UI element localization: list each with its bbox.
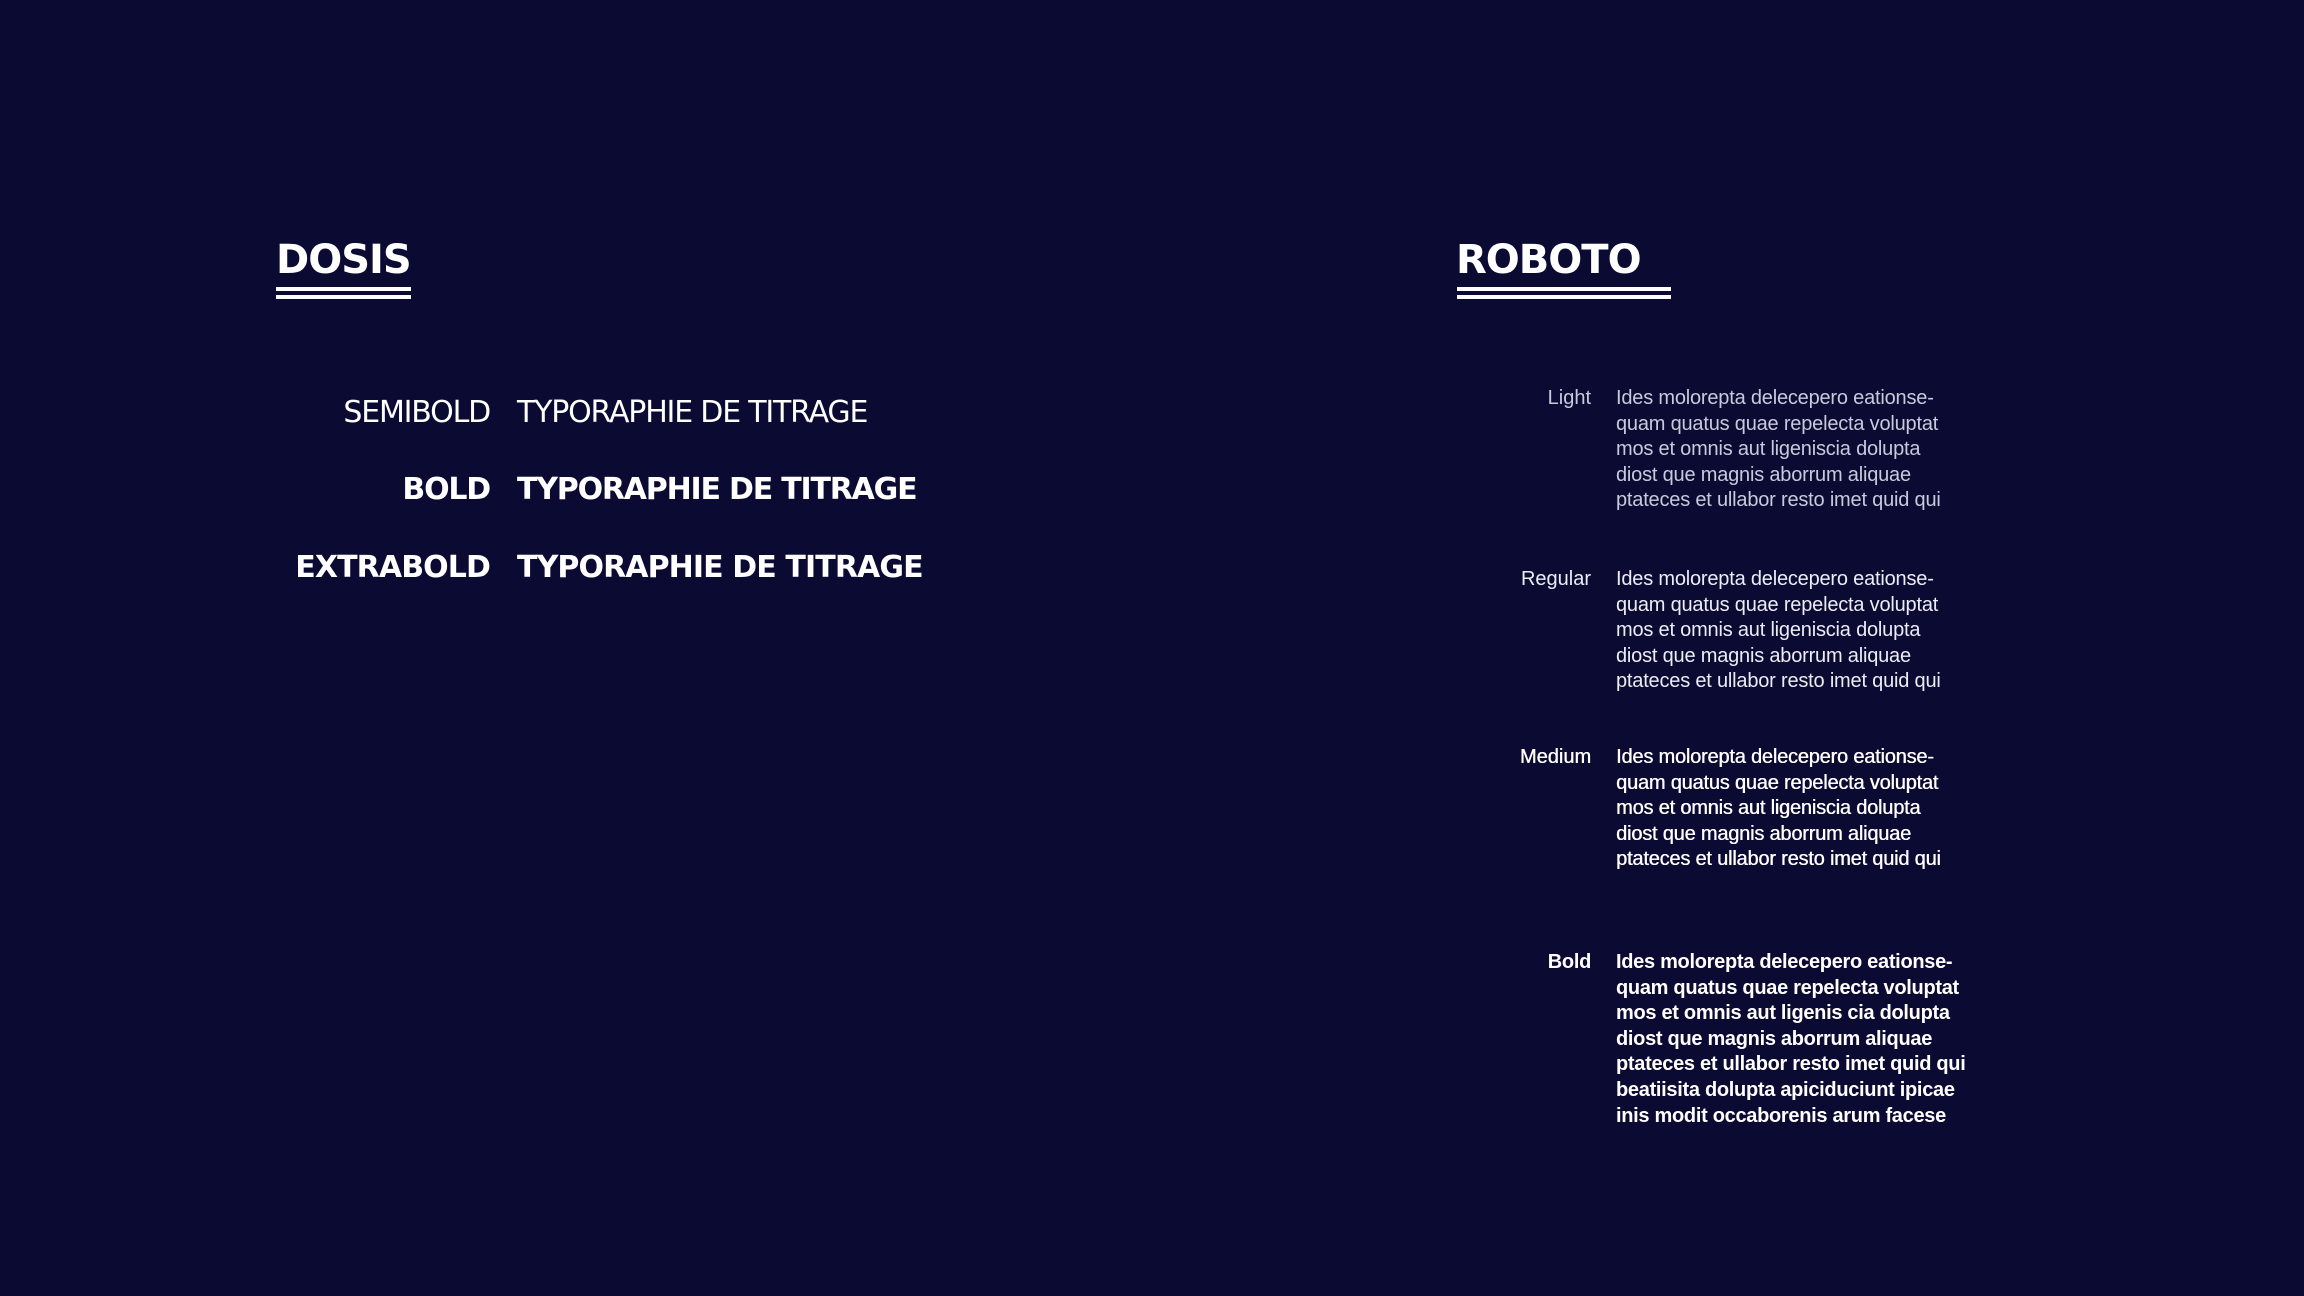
dosis-sample-text: TYPORAPHIE DE TITRAGE — [517, 550, 923, 585]
paragraph-line: quam quatus quae repelecta voluptat — [1616, 593, 1939, 616]
paragraph-line: mos et omnis aut ligeniscia dolupta — [1616, 797, 1921, 820]
roboto-weight-label: Bold — [1547, 951, 1591, 973]
roboto-title: ROBOTO — [1456, 237, 1641, 283]
dosis-weight-row-extrabold — [0, 543, 1000, 593]
paragraph-line: diost que magnis aborrum aliquae — [1616, 822, 1911, 845]
paragraph-line: quam quatus quae repelecta voluptat — [1616, 771, 1939, 794]
roboto-weight-label: Regular — [1520, 568, 1591, 590]
roboto-sample-paragraph — [1616, 745, 2016, 873]
paragraph-line: quam quatus quae repelecta voluptat — [1616, 976, 1959, 999]
paragraph-line: mos et omnis aut ligeniscia dolupta — [1616, 619, 1921, 642]
dosis-title: DOSIS — [276, 237, 411, 283]
paragraph-line: ptateces et ullabor resto imet quid qui — [1616, 848, 1941, 871]
dosis-weight-row-semibold — [0, 388, 1000, 438]
roboto-weight-label: Light — [1547, 387, 1591, 409]
dosis-weight-label: SEMIBOLD — [343, 395, 490, 430]
dosis-sample-text: TYPORAPHIE DE TITRAGE — [517, 395, 868, 430]
paragraph-line: ptateces et ullabor resto imet quid qui — [1616, 1053, 1966, 1076]
roboto-weight-label: Medium — [1519, 746, 1591, 768]
dosis-weight-label: BOLD — [402, 472, 490, 507]
paragraph-line: Ides molorepta delecepero eationse- — [1616, 951, 1953, 973]
paragraph-line: diost que magnis aborrum aliquae — [1616, 644, 1911, 667]
paragraph-line: quam quatus quae repelecta voluptat — [1616, 412, 1939, 435]
paragraph-line: mos et omnis aut ligeniscia dolupta — [1616, 438, 1921, 461]
roboto-sample-paragraph — [1616, 386, 2016, 514]
paragraph-line: beatiisita dolupta apiciduciunt ipicae — [1616, 1078, 1955, 1101]
dosis-sample-text: TYPORAPHIE DE TITRAGE — [517, 472, 917, 507]
paragraph-line: ptateces et ullabor resto imet quid qui — [1616, 670, 1941, 693]
paragraph-line: inis modit occaborenis arum facese — [1616, 1104, 1946, 1127]
paragraph-line: diost que magnis aborrum aliquae — [1616, 1027, 1933, 1050]
dosis-weight-row-bold — [0, 465, 1000, 515]
roboto-sample-paragraph — [1616, 950, 2016, 1129]
roboto-title-underline — [1457, 287, 1671, 299]
roboto-sample-paragraph — [1616, 567, 2016, 695]
paragraph-line: diost que magnis aborrum aliquae — [1616, 463, 1911, 486]
dosis-title-underline — [276, 287, 411, 299]
paragraph-line: Ides molorepta delecepero eationse- — [1616, 387, 1934, 409]
dosis-weight-label: EXTRABOLD — [295, 550, 490, 585]
paragraph-line: Ides molorepta delecepero eationse- — [1616, 746, 1934, 768]
paragraph-line: mos et omnis aut ligenis cia dolupta — [1616, 1002, 1950, 1025]
paragraph-line: ptateces et ullabor resto imet quid qui — [1616, 489, 1941, 512]
paragraph-line: Ides molorepta delecepero eationse- — [1616, 568, 1934, 590]
